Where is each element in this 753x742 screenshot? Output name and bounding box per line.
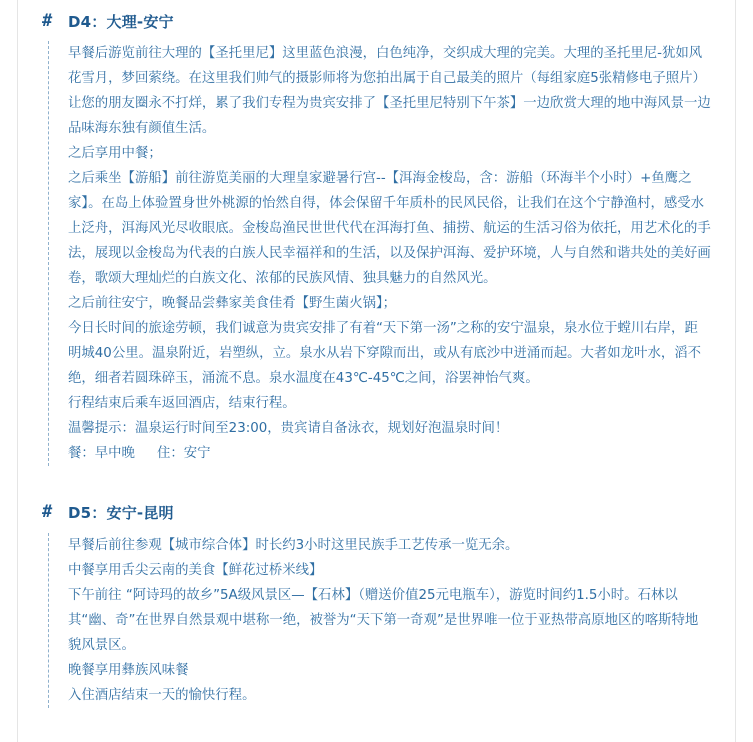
hash-icon: # bbox=[42, 11, 53, 31]
itinerary-paragraph: 中餐享用舌尖云南的美食【鲜花过桥米线】 bbox=[68, 563, 323, 578]
day-section-d5 bbox=[18, 496, 735, 708]
itinerary-paragraph: 今日长时间的旅途劳顿，我们诚意为贵宾安排了有着“天下第一汤”之称的安宁温泉，泉水位于螳川右岸，距明城40公里。温泉附近，岩塑纵，立。泉水从岩下穿隙而出，或从有底沙中迸涌而起。大者如龙叶水，滔不绝，细者若圆珠碎玉，涌流不息。泉水温度在43℃-45℃之间，浴罢神怡气爽。 bbox=[68, 321, 702, 386]
itinerary-paragraph: 之后乘坐【游船】前往游览美丽的大理皇家避暑行宫--【洱海金梭岛，含：游船（环海半个小时）+鱼鹰之家】。在岛上体验置身世外桃源的怡然自得，体会保留千年质朴的民风民俗，让我们在这个宁静渔村，感受水上泛舟，洱海风光尽收眼底。金梭岛渔民世世代代在洱海打鱼、捕捞、航运的生活习俗为依托，用艺术化的手法，展现以金梭岛为代表的白族人民幸福祥和的生活，以及保护洱海、爱护环境，人与自然和谐共处的美好画卷，歌颂大理灿烂的白族文化、浓郁的民族风情、独具魅力的自然风光。 bbox=[68, 171, 711, 286]
day-title: D5：安宁-昆明 bbox=[68, 503, 174, 522]
itinerary-paragraph: 早餐后游览前往大理的【圣托里尼】这里蓝色浪漫，白色纯净，交织成大理的完美。大理的圣托里尼-犹如风花雪月，梦回萦绕。在这里我们帅气的摄影师将为您拍出属于自己最美的照片（每组家庭5张精修电子照片）让您的朋友圈永不打烊，累了我们专程为贵宾安排了【圣托里尼特别下午茶】一边欣赏大理的地中海风景一边品味海东独有颜值生活。 bbox=[68, 46, 711, 136]
meals-info: 餐：早中晚 bbox=[68, 446, 135, 461]
stay-info: 住：安宁 bbox=[156, 446, 211, 461]
itinerary-paragraph: 入住酒店结束一天的愉快行程。 bbox=[68, 688, 256, 703]
day-body bbox=[48, 41, 735, 466]
hash-icon: # bbox=[42, 502, 53, 522]
itinerary-paragraph: 下午前往 “阿诗玛的故乡”5A级风景区—【石林】（赠送价值25元电瓶车），游览时间约1.5小时。石林以其“幽、奇”在世界自然景观中堪称一绝，被誉为“天下第一奇观”是世界唯一位于亚热带高原地区的喀斯特地貌风景区。 bbox=[68, 588, 699, 653]
itinerary-paragraph: 早餐后前往参观【城市综合体】时长约3小时这里民族手工艺传承一览无余。 bbox=[68, 538, 519, 553]
day-title: D4：大理-安宁 bbox=[68, 12, 174, 31]
itinerary-paragraph: 之后前往安宁，晚餐品尝彝家美食佳肴【野生菌火锅】； bbox=[68, 296, 397, 311]
day-body bbox=[48, 533, 735, 708]
itinerary-paragraph: 行程结束后乘车返回酒店，结束行程。 bbox=[68, 396, 296, 411]
day-header bbox=[18, 5, 735, 37]
itinerary-page bbox=[17, 0, 736, 742]
day-section-d4 bbox=[18, 0, 735, 466]
itinerary-paragraph: 晚餐享用彝族风味餐 bbox=[68, 663, 189, 678]
day-header bbox=[18, 496, 735, 528]
meals-accommodation bbox=[68, 441, 711, 466]
tip-paragraph: 温馨提示：温泉运行时间至23:00，贵宾请自备泳衣，规划好泡温泉时间！ bbox=[68, 421, 509, 436]
itinerary-paragraph: 之后享用中餐； bbox=[68, 146, 162, 161]
